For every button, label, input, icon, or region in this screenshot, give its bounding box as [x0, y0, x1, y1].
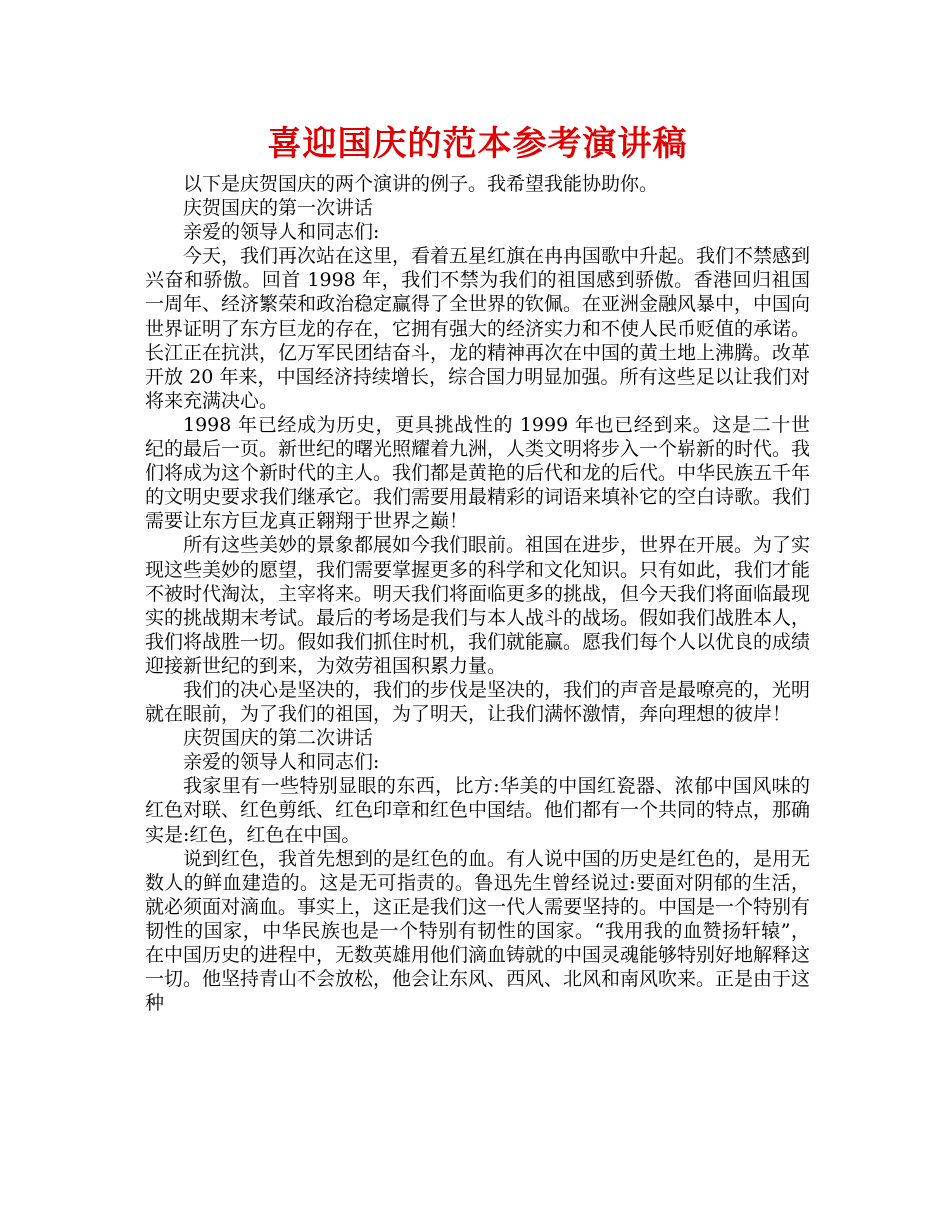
document-body [145, 172, 810, 1015]
body-paragraph: 所有这些美妙的景象都展如今我们眼前。祖国在进步，世界在开展。为了实现这些美妙的愿望，我们需要掌握更多的科学和文化知识。只有如此，我们才能不被时代淘汰，主宰将来。明天我们将面临更多的挑战，但今天我们将面临最现实的挑战期末考试。最后的考场是我们与本人战斗的战场。假如我们战胜本人，我们将战胜一切。假如我们抓住时机，我们就能赢。愿我们每个人以优良的成绩迎接新世纪的到来，为效劳祖国积累力量。 [145, 534, 811, 677]
document-page [145, 118, 810, 1015]
speech-two-heading: 庆贺国庆的第二次讲话 [183, 727, 374, 750]
body-paragraph: 1998 年已经成为历史，更具挑战性的 1999 年也已经到来。这是二十世纪的最后一页。新世纪的曙光照耀着九洲，人类文明将步入一个崭新的时代。我们将成为这个新时代的主人。我们都是黄艳的后代和龙的后代。中华民族五千年的文明史要求我们继承它。我们需要用最精彩的词语来填补它的空白诗歌。我们需要让东方巨龙真正翱翔于世界之巅！ [145, 413, 811, 533]
speech-one-salutation: 亲爱的领导人和同志们: [183, 221, 380, 244]
document-title: 喜迎国庆的范本参考演讲稿 [267, 124, 688, 164]
speech-two-salutation: 亲爱的领导人和同志们: [183, 751, 380, 774]
body-paragraph: 我们的决心是坚决的，我们的步伐是坚决的，我们的声音是最嘹亮的，光明就在眼前，为了我们的祖国，为了明天，让我们满怀激情，奔向理想的彼岸！ [145, 678, 811, 726]
speech-one-heading: 庆贺国庆的第一次讲话 [183, 197, 374, 220]
body-paragraph: 今天，我们再次站在这里，看着五星红旗在冉冉国歌中升起。我们不禁感到兴奋和骄傲。回首 1998 年，我们不禁为我们的祖国感到骄傲。香港回归祖国一周年、经济繁荣和政治稳定赢得了全世界的钦佩。在亚洲金融风暴中，中国向世界证明了东方巨龙的存在，它拥有强大的经济实力和不使人民币贬值的承诺。长江正在抗洪，亿万军民团结奋斗，龙的精神再次在中国的黄土地上沸腾。改革开放 20 年来，中国经济持续增长，综合国力明显加强。所有这些足以让我们对将来充满决心。 [145, 245, 811, 412]
body-paragraph: 我家里有一些特别显眼的东西，比方:华美的中国红瓷器、浓郁中国风味的红色对联、红色剪纸、红色印章和红色中国结。他们都有一个共同的特点，那确实是:红色，红色在中国。 [145, 775, 811, 846]
intro-paragraph: 以下是庆贺国庆的两个演讲的例子。我希望我能协助你。 [183, 173, 659, 195]
body-paragraph: 说到红色，我首先想到的是红色的血。有人说中国的历史是红色的，是用无数人的鲜血建造的。这是无可指责的。鲁迅先生曾经说过:要面对阴郁的生活，就必须面对滴血。事实上，这正是我们这一代人需要坚持的。中国是一个特别有韧性的国家，中华民族也是一个特别有韧性的国家。“我用我的血赞扬轩辕”，在中国历史的进程中，无数英雄用他们滴血铸就的中国灵魂能够特别好地解释这一切。他坚持青山不会放松，他会让东风、西风、北风和南风吹来。正是由于这种 [145, 847, 811, 1015]
